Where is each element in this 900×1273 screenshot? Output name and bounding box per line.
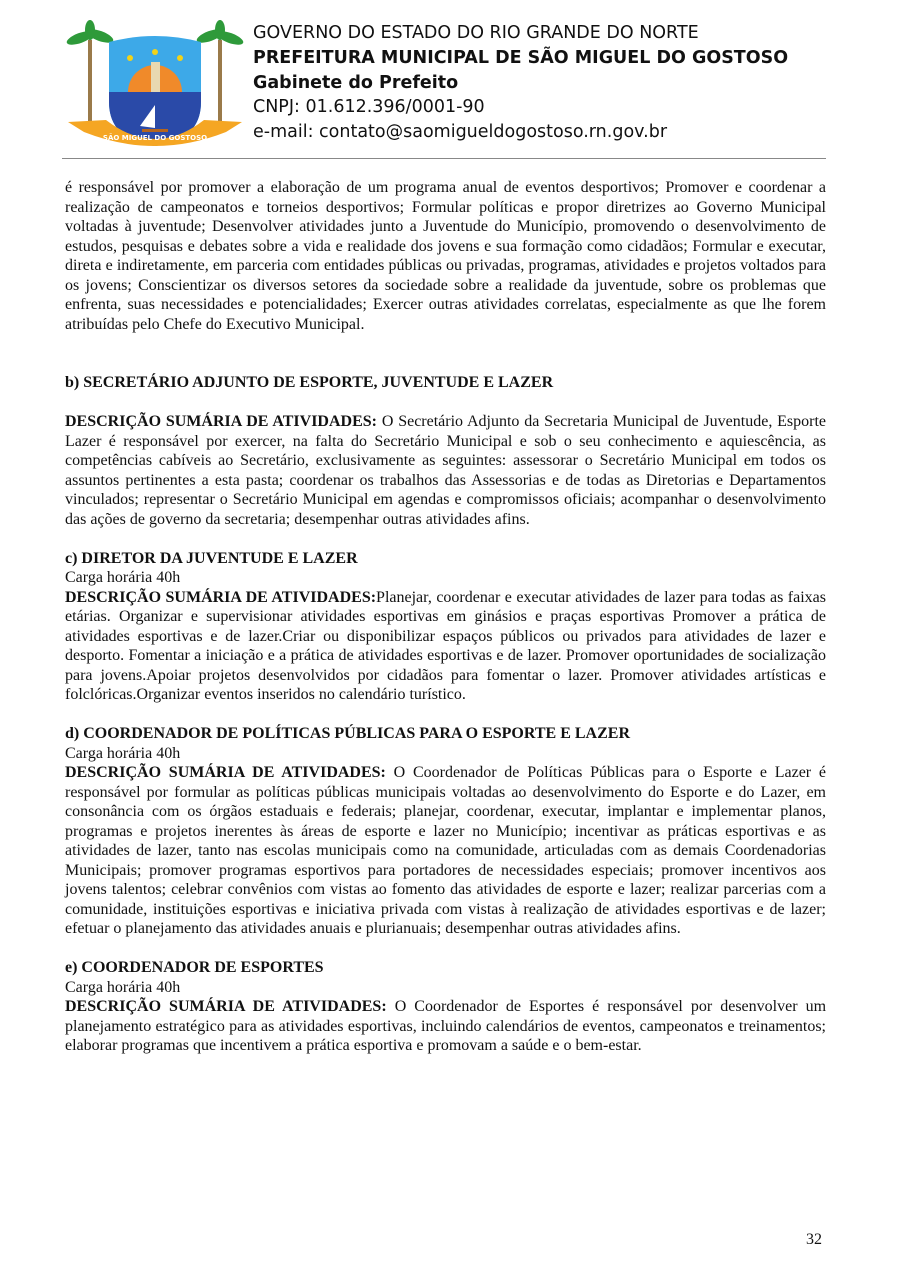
section-d <box>65 724 826 939</box>
letterhead <box>62 14 826 159</box>
workload: Carga horária 40h <box>65 978 181 996</box>
section-description <box>65 997 826 1056</box>
section-e <box>65 958 826 1056</box>
section-title: b) SECRETÁRIO ADJUNTO DE ESPORTE, JUVENTUDE E LAZER <box>65 374 554 391</box>
description-text: O Coordenador de Esportes é responsável por desenvolver um planejamento estratégico para as atividades esportivas, incluindo calendários de eventos, campeonatos e treinamentos; elaborar programas que incentivem a prática esportiva e promovam a saúde e o bem-estar. <box>65 998 827 1054</box>
workload: Carga horária 40h <box>65 744 181 762</box>
email: e-mail: contato@saomigueldogostoso.rn.gov.br <box>253 122 668 143</box>
section-title: d) COORDENADOR DE POLÍTICAS PÚBLICAS PARA O ESPORTE E LAZER <box>65 725 631 742</box>
letterhead-text <box>253 21 788 145</box>
cnpj: CNPJ: 01.612.396/0001-90 <box>253 97 485 118</box>
description-label: DESCRIÇÃO SUMÁRIA DE ATIVIDADES: <box>65 413 377 430</box>
section-description <box>65 588 826 705</box>
svg-text:SÃO MIGUEL DO GOSTOSO: SÃO MIGUEL DO GOSTOSO <box>102 134 208 142</box>
intro-paragraph: é responsável por promover a elaboração de um programa anual de eventos desportivos; Promover e coordenar a realização de campeonatos e torneios desportivos; Formular políticas e propor diretrizes ao Governo Municipal voltadas à juventude; Desenvolver atividades junto a Juventude do Município, promovendo o desenvolvimento de estudos, pesquisas e debates sobre a vida e realidade dos jovens e sua formação como cidadãos; Formular e executar, direta e indiretamente, em parceria com entidades públicas ou privadas, programas, atividades e projetos voltados para os jovens; Conscientizar os diversos setores da sociedade sobre a realidade da juventude, sobre os problemas que enfrenta, suas necessidades e potencialidades; Exercer outras atividades correlatas, especialmente as que lhe forem atribuídas pelo Chefe do Executivo Municipal. <box>65 179 826 333</box>
workload: Carga horária 40h <box>65 569 181 586</box>
section-description <box>65 763 826 939</box>
state-government-line: GOVERNO DO ESTADO DO RIO GRANDE DO NORTE <box>253 23 699 43</box>
description-text: O Secretário Adjunto da Secretaria Municipal de Juventude, Esporte Lazer é responsável por exercer, na falta do Secretário Municipal e sob o seu conhecimento e aquiescência, as competências cabíveis ao Secretário, exclusivamente as seguintes: assessorar o Secretário Municipal em todos os assuntos pertinentes a esta pasta; coordenar os trabalhos das Assessorias e de todas as Diretorias e Departamentos vinculados; representar o Secretário Municipal em agendas e compromissos oficiais; acompanhar o desenvolvimento das ações de governo da secretaria; desempenhar outras atividades afins. <box>65 413 827 528</box>
municipal-coat-of-arms-logo <box>66 20 244 148</box>
municipality-name: PREFEITURA MUNICIPAL DE SÃO MIGUEL DO GOSTOSO <box>253 47 789 68</box>
section-title: c) DIRETOR DA JUVENTUDE E LAZER <box>65 549 358 567</box>
section-description <box>65 412 826 529</box>
section-title: e) COORDENADOR DE ESPORTES <box>65 959 324 976</box>
description-label: DESCRIÇÃO SUMÁRIA DE ATIVIDADES: <box>65 998 387 1015</box>
section-c <box>65 549 826 705</box>
description-text: Planejar, coordenar e executar atividades de lazer para todas as faixas etárias. Organizar e supervisionar atividades esportivas em ginásios e praças esportivas Promover a prática de atividades esportivas e de lazer.Criar ou disponibilizar espaços públicos ou privados para atividades de lazer e desporto. Fomentar a iniciação e a prática de atividades esportivas e de lazer. Promover oportunidades de socialização para jovens.Apoiar projetos desenvolvidos por cidadãos para fomentar o lazer. Promover atividades artísticas e folclóricas.Organizar eventos inseridos no calendário turístico. <box>65 588 827 703</box>
description-label: DESCRIÇÃO SUMÁRIA DE ATIVIDADES: <box>65 764 386 781</box>
section-b <box>65 354 826 530</box>
document-body <box>65 178 826 1056</box>
office-name: Gabinete do Prefeito <box>253 72 459 93</box>
description-label: DESCRIÇÃO SUMÁRIA DE ATIVIDADES: <box>65 588 377 606</box>
page-number: 32 <box>806 1231 822 1248</box>
description-text: O Coordenador de Políticas Públicas para o Esporte e Lazer é responsável por formular as políticas públicas municipais voltadas ao desenvolvimento do Esporte e do Lazer, em consonância com os órgãos estaduais e federais; planejar, coordenar, executar, implantar e implementar planos, programas e projetos inerentes às áreas de esporte e lazer no Município; incentivar as práticas esportivas e as atividades de lazer, tanto nas escolas municipais como na comunidade, articuladas com as demais Coordenadorias Municipais; promover programas esportivos para portadores de necessidades especiais; promover incentivos aos jovens talentos; celebrar convênios com vistas ao fomento das atividades de esporte e lazer; realizar parcerias com a comunidade, instituições esportivas e iniciativa privada com vistas à realização de atividades esportivas e de lazer; efetuar o planejamento das atividades anuais e plurianuais; desempenhar outras atividades afins. <box>65 764 826 937</box>
